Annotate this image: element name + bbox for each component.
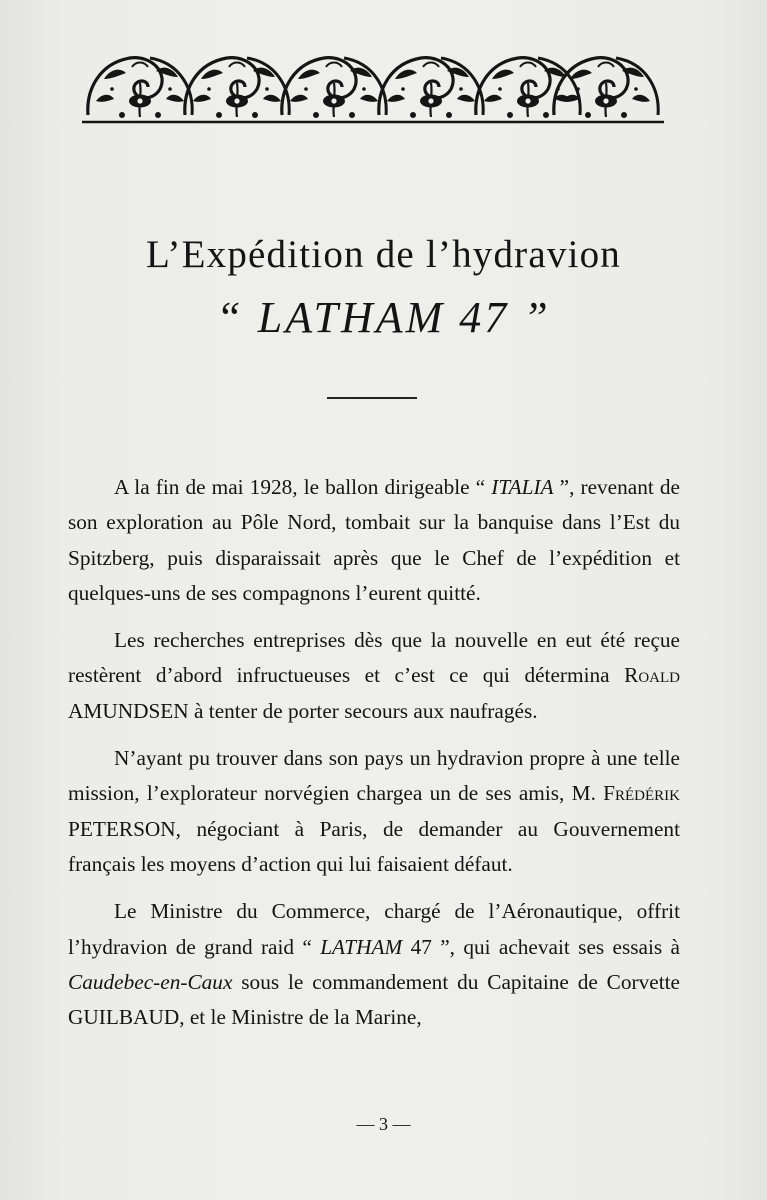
caudebec-name: Caudebec-en-Caux (68, 969, 233, 994)
italia-name: ITALIA (491, 475, 554, 499)
body-text (68, 470, 680, 1047)
title-divider (327, 397, 417, 399)
title-line-1: L’Expédition de l’hydravion (145, 233, 622, 276)
page-number: — 3 — (356, 1114, 411, 1134)
paragraph-4: Le Ministre du Commerce, chargé de l’Aéronautique, offrit l’hydravion de grand raid “ LATHAM 47 ”, qui achevait ses essais à Caudebec-en-Caux sous le commandement du Capitaine de Corvette GUILBAUD, et le Ministre de la Marine, (68, 899, 680, 1030)
title-line-2: “ LATHAM 47 ” (216, 293, 551, 342)
paragraph-3: N’ayant pu trouver dans son pays un hydravion propre à une telle mission, l’explorateur norvégien chargea un de ses amis, M. Frédérik PETERSON, négociant à Paris, de demander au Gouvernement français les moyens d’action qui lui faisaient défaut. (68, 746, 680, 876)
frederik-name: Frédérik (603, 781, 680, 806)
paragraph-1: A la fin de mai 1928, le ballon dirigeable “ ITALIA ”, revenant de son exploration au Pôle Nord, tombait sur la banquise dans l’Est du Spitzberg, puis disparaissait après que le Chef de l’expédition et quelques-uns de ses compagnons l’eurent quitté. (68, 475, 680, 605)
latham-name: LATHAM (320, 934, 403, 959)
paragraph-2: Les recherches entreprises dès que la nouvelle en eut été reçue restèrent d’abord infructueuses et c’est ce qui détermina Roald AMUNDSEN à tenter de porter secours aux naufragés. (68, 628, 680, 723)
roald-name: Roald (624, 663, 680, 688)
floral-ornament-header (82, 49, 664, 124)
